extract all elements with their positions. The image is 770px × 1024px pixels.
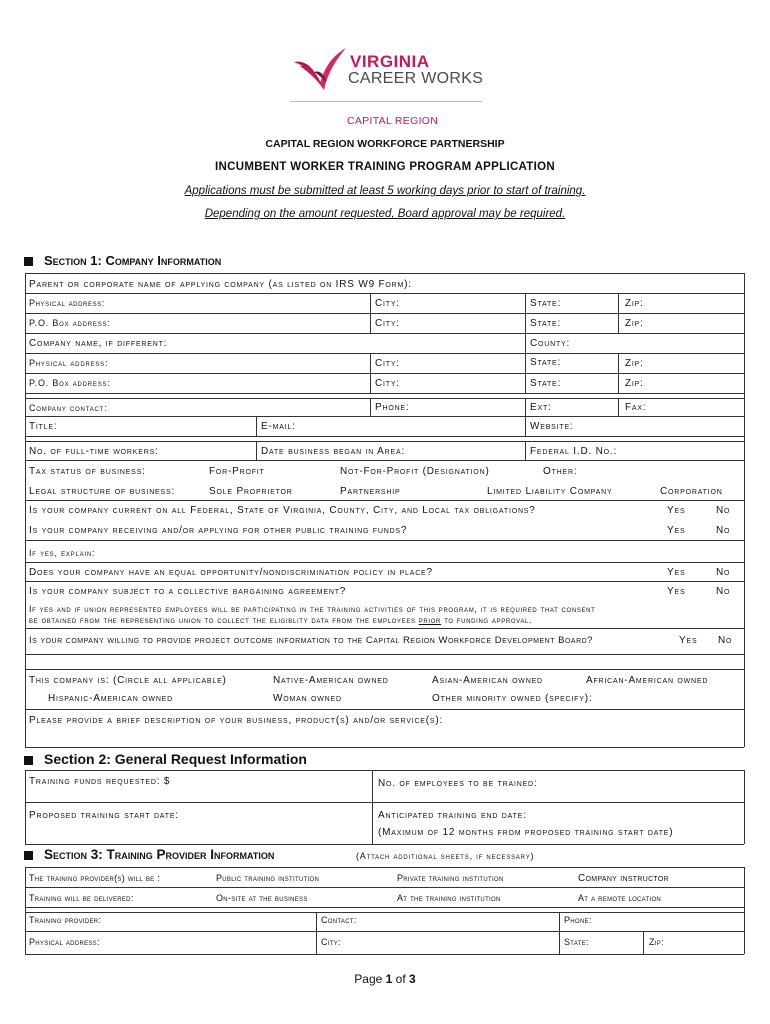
- logo: [290, 44, 490, 104]
- public-funds-question: Is your company receiving and/or applying for other public training funds?: [29, 525, 408, 536]
- county-label: County:: [530, 338, 571, 349]
- po-box-label: P.O. Box address:: [29, 318, 111, 328]
- outcome-yes-option[interactable]: Yes: [679, 635, 698, 646]
- tax-no-option[interactable]: No: [716, 505, 731, 516]
- partnership-option[interactable]: Partnership: [340, 486, 401, 497]
- end-date-label: Anticipated training end date:: [378, 810, 527, 821]
- page-prefix: Page: [354, 972, 386, 986]
- employees-trained-label: No. of employees to be trained:: [378, 778, 538, 789]
- business-description-label: Please provide a brief description of your business, product(s) and/or service(s):: [29, 715, 444, 726]
- union-note-end: to funding approval.: [441, 615, 533, 625]
- company-name-label: Company name, if different:: [29, 338, 168, 349]
- section3-bullet: [24, 851, 33, 860]
- section2-title: Section 2: General Request Information: [44, 751, 307, 767]
- union-consent-note-2: [29, 615, 532, 625]
- at-institution-option[interactable]: At the training institution: [397, 893, 501, 903]
- provider-address-label: Physical address:: [29, 937, 100, 947]
- email-label: E-mail:: [261, 421, 296, 432]
- zip-label-2: Zip:: [625, 318, 644, 329]
- city-label-3: City:: [375, 358, 400, 369]
- public-institution-option[interactable]: Public training institution: [216, 873, 320, 883]
- website-label: Website:: [530, 421, 574, 432]
- state-label: State:: [530, 298, 562, 309]
- city-label: City:: [375, 298, 400, 309]
- for-profit-option[interactable]: For-Profit: [209, 466, 265, 477]
- page-number: [0, 972, 770, 986]
- onsite-option[interactable]: On-site at the business: [216, 893, 308, 903]
- training-provider-label: Training provider:: [29, 915, 102, 925]
- ext-label: Ext:: [530, 402, 552, 413]
- tax-status-label: Tax status of business:: [29, 466, 146, 477]
- form-title: INCUMBENT WORKER TRAINING PROGRAM APPLICATION: [215, 161, 555, 173]
- eeo-no-option[interactable]: No: [716, 567, 731, 578]
- city-label-4: City:: [375, 378, 400, 389]
- llc-option[interactable]: Limited Liability Company: [487, 486, 613, 497]
- provider-phone-label: Phone:: [564, 915, 592, 925]
- union-note-prior: prior: [418, 615, 442, 625]
- logo-divider: [290, 101, 482, 102]
- outcome-no-option[interactable]: No: [718, 635, 733, 646]
- section1-title: Section 1: Company Information: [44, 253, 222, 268]
- max-duration-note: (Maximum of 12 months from proposed training start date): [378, 827, 674, 838]
- union-question: Is your company subject to a collective bargaining agreement?: [29, 586, 347, 597]
- phone-label: Phone:: [375, 402, 410, 413]
- org-name: CAPITAL REGION WORKFORCE PARTNERSHIP: [265, 138, 505, 150]
- union-consent-note: If yes and if union represented employees will be participating in the training activities of this program, it is required that consent: [29, 604, 596, 614]
- funds-no-option[interactable]: No: [716, 525, 731, 536]
- contact-label: Contact:: [321, 915, 357, 925]
- zip-label: Zip:: [625, 298, 644, 309]
- fax-label: Fax:: [625, 402, 647, 413]
- logo-line1: VIRGINIA: [350, 52, 430, 71]
- provider-zip-label: Zip:: [649, 937, 664, 947]
- page-of: of: [392, 972, 410, 986]
- po-box-label-2: P.O. Box address:: [29, 378, 111, 388]
- union-yes-option[interactable]: Yes: [667, 586, 686, 597]
- asian-american-option[interactable]: Asian-American owned: [432, 675, 543, 686]
- state-label-2: State:: [530, 318, 562, 329]
- tax-obligations-question: Is your company current on all Federal, State of Virginia, County, City, and Local tax obligations?: [29, 505, 536, 516]
- virginia-career-works-mark-icon: [290, 44, 350, 100]
- outcome-question: Is your company willing to provide project outcome information to the Capital Region Workforce Development Board?: [29, 635, 593, 646]
- logo-line2: CAREER WORKS: [348, 70, 484, 87]
- native-american-option[interactable]: Native-American owned: [273, 675, 389, 686]
- title-label: Title:: [29, 421, 58, 432]
- section2-bullet: [24, 756, 33, 765]
- start-date-label: Proposed training start date:: [29, 810, 179, 821]
- if-yes-explain-label: If yes, explain:: [29, 548, 96, 558]
- page-total: 3: [409, 972, 416, 986]
- city-label-2: City:: [375, 318, 400, 329]
- eeo-yes-option[interactable]: Yes: [667, 567, 686, 578]
- sole-proprietor-option[interactable]: Sole Proprietor: [209, 486, 293, 497]
- company-contact-label: Company contact:: [29, 403, 108, 413]
- hispanic-american-option[interactable]: Hispanic-American owned: [48, 693, 173, 704]
- full-time-label: No. of full-time workers:: [29, 446, 159, 457]
- corporation-option[interactable]: Corporation: [660, 486, 723, 497]
- physical-address-label: Physical address:: [29, 298, 105, 308]
- logo-region: CAPITAL REGION: [347, 115, 439, 127]
- other-option[interactable]: Other:: [543, 466, 578, 477]
- provider-city-label: City:: [321, 937, 341, 947]
- approval-note: Depending on the amount requested, Board approval may be required.: [204, 208, 566, 220]
- private-institution-option[interactable]: Private training institution: [397, 873, 504, 883]
- provider-state-label: State:: [564, 937, 589, 947]
- funds-yes-option[interactable]: Yes: [667, 525, 686, 536]
- union-note-text: be obtained from the representing union to collect the eligiblity data from the employees: [29, 615, 419, 625]
- attach-sheets-note: (Attach additional sheets, if necessary): [356, 851, 535, 861]
- eeo-question: Does your company have an equal opportunity/nondiscrimination policy in place?: [29, 567, 433, 578]
- woman-owned-option[interactable]: Woman owned: [273, 693, 342, 704]
- provider-type-label: The training provider(s) will be :: [29, 873, 161, 883]
- state-label-4: State:: [530, 378, 562, 389]
- zip-label-4: Zip:: [625, 378, 644, 389]
- zip-label-3: Zip:: [625, 358, 644, 369]
- page-current: 1: [385, 972, 393, 986]
- funds-requested-label: Training funds requested: $: [29, 776, 171, 787]
- remote-location-option[interactable]: At a remote location: [578, 893, 662, 903]
- legal-structure-label: Legal structure of business:: [29, 486, 176, 497]
- state-label-3: State:: [530, 357, 562, 368]
- date-began-label: Date business began in Area:: [261, 446, 406, 457]
- african-american-option[interactable]: African-American owned: [586, 675, 709, 686]
- tax-yes-option[interactable]: Yes: [667, 505, 686, 516]
- delivery-label: Training will be delivered:: [29, 893, 134, 903]
- federal-id-label: Federal I.D. No.:: [530, 446, 618, 457]
- section1-bullet: [24, 257, 33, 266]
- company-instructor-option[interactable]: Company instructor: [578, 873, 669, 884]
- other-minority-option[interactable]: Other minority owned (specify):: [432, 693, 593, 704]
- parent-company-label: Parent or corporate name of applying company (as listed on IRS W9 Form):: [29, 279, 412, 290]
- union-no-option[interactable]: No: [716, 586, 731, 597]
- not-for-profit-option[interactable]: Not-For-Profit (Designation): [340, 466, 490, 477]
- physical-address-label-2: Physical address:: [29, 358, 109, 368]
- section3-title: Section 3: Training Provider Information: [44, 847, 275, 862]
- ownership-intro: This company is: (Circle all applicable): [29, 675, 227, 686]
- submission-note: Applications must be submitted at least 5 working days prior to start of training.: [184, 185, 586, 197]
